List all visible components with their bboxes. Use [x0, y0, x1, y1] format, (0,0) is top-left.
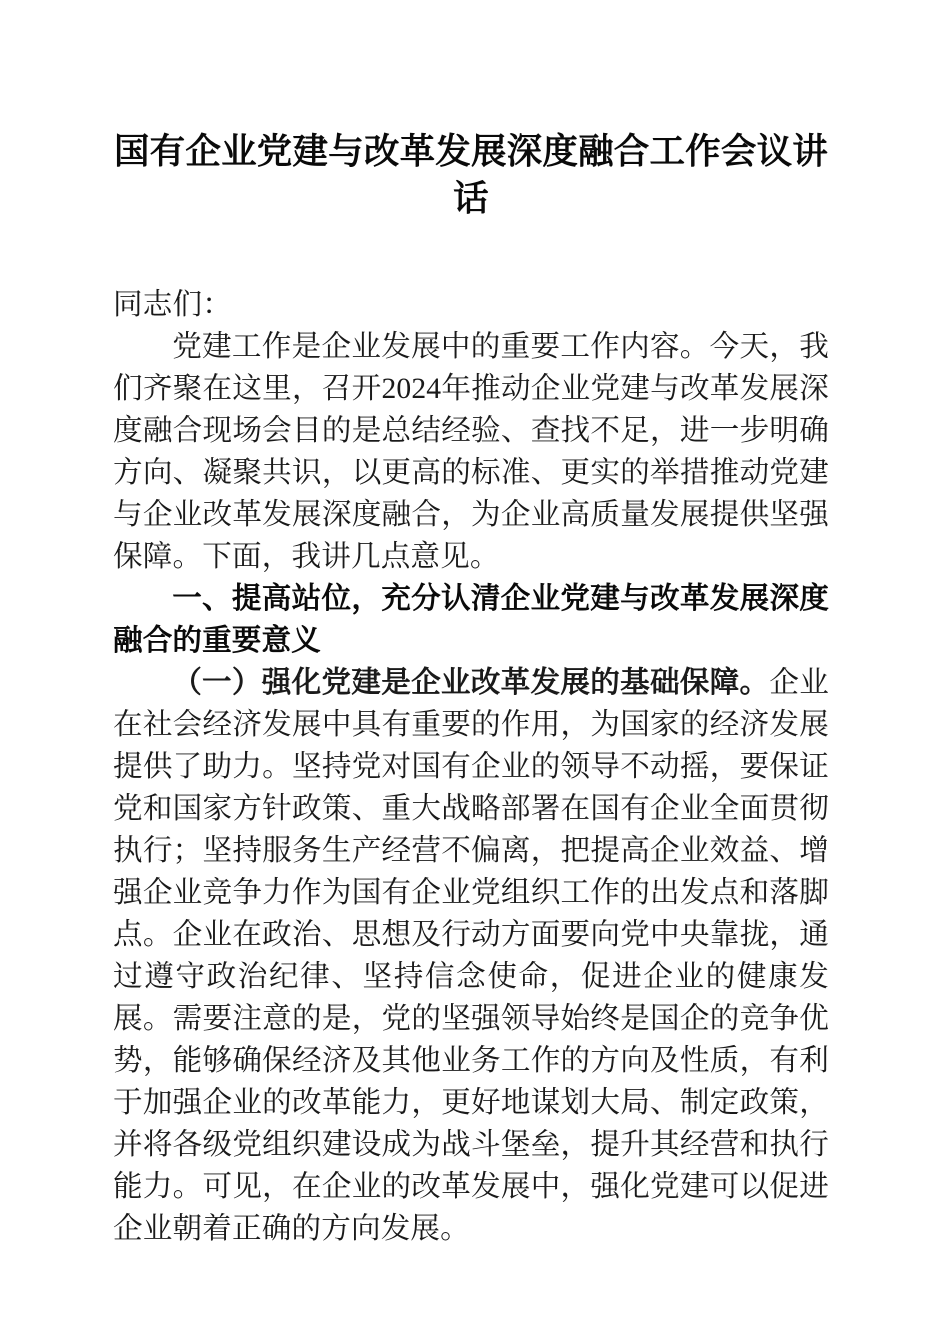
subsection-1-1-body: 企业在社会经济发展中具有重要的作用，为国家的经济发展提供了助力。坚持党对国有企业的领导不动摇，要保证党和国家方针政策、重大战略部署在国有企业全面贯彻执行；坚持服务生产经营不偏离，把提高企业效益、增强企业竞争力作为国有企业党组织工作的出发点和落脚点。企业在政治、思想及行动方面要向党中央靠拢，通过遵守政治纪律、坚持信念使命，促进企业的健康发展。需要注意的是，党的坚强领导始终是国企的竞争优势，能够确保经济及其他业务工作的方向及性质，有利于加强企业的改革能力，更好地谋划大局、制定政策，并将各级党组织建设成为战斗堡垒，提升其经营和执行能力。可见，在企业的改革发展中，强化党建可以促进企业朝着正确的方向发展。	[113, 667, 829, 1245]
subsection-1-1-lead: （一）强化党建是企业改革发展的基础保障。	[172, 667, 770, 699]
section-heading-1: 一、提高站位，充分认清企业党建与改革发展深度融合的重要意义	[113, 582, 829, 657]
subsection-1-1-paragraph	[113, 662, 829, 1250]
salutation-line: 同志们：	[113, 289, 232, 321]
document-body	[113, 0, 829, 1250]
page-title: 国有企业党建与改革发展深度融合工作会议讲话	[113, 131, 828, 218]
intro-paragraph: 党建工作是企业发展中的重要工作内容。今天，我们齐聚在这里，召开2024年推动企业党建与改革发展深度融合现场会目的是总结经验、查找不足，进一步明确方向、凝聚共识，以更高的标准、更实的举措推动党建与企业改革发展深度融合，为企业高质量发展提供坚强保障。下面，我讲几点意见。	[113, 331, 829, 573]
